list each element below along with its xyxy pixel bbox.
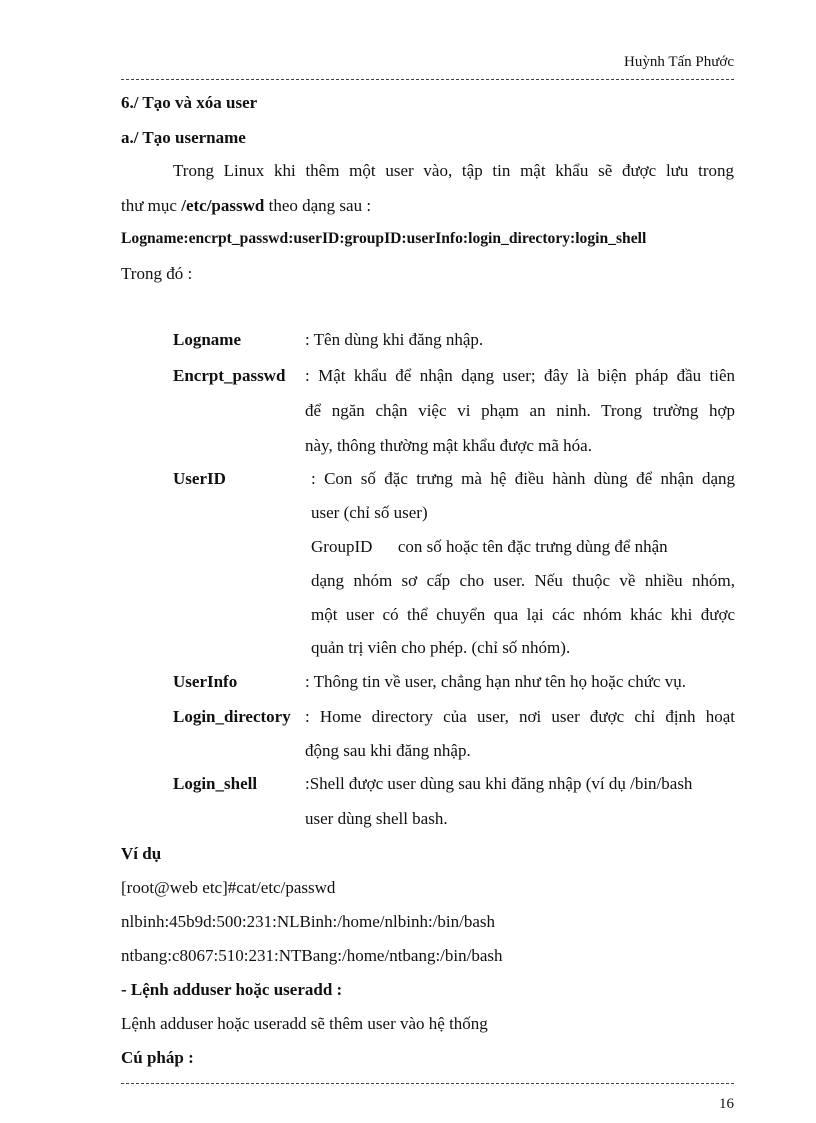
syntax-label: Cú pháp : — [121, 1048, 194, 1067]
heading-section-6: 6./ Tạo và xóa user — [121, 93, 258, 112]
term-login-directory: Login_directory — [173, 707, 291, 726]
example-line-1: [root@web etc]#cat/etc/passwd — [121, 878, 336, 897]
def-userid-line-4: dạng nhóm sơ cấp cho user. Nếu thuộc về nhiều nhóm, — [311, 571, 735, 590]
def-logname-line-1: : Tên dùng khi đăng nhập. — [305, 330, 484, 349]
def-loginshell-line-2: user dùng shell bash. — [305, 809, 448, 828]
example-line-3: ntbang:c8067:510:231:NTBang:/home/ntbang:/bin/bash — [121, 946, 503, 965]
def-userid-line-6: quản trị viên cho phép. (chỉ số nhóm). — [311, 638, 571, 657]
term-userid: UserID — [173, 469, 226, 488]
adduser-desc: Lệnh adduser hoặc useradd sẽ thêm user vào hệ thống — [121, 1014, 488, 1033]
def-encrpt-line-3: này, thông thường mật khẩu được mã hóa. — [305, 436, 592, 455]
def-encrpt-line-1: : Mật khẩu để nhận dạng user; đây là biện pháp đầu tiên — [305, 366, 735, 385]
def-userid-line-1: : Con số đặc trưng mà hệ điều hành dùng để nhận dạng — [311, 469, 735, 488]
adduser-title: - Lệnh adduser hoặc useradd : — [121, 980, 343, 999]
heading-create-username: a./ Tạo username — [121, 128, 246, 147]
def-userinfo-line-1: : Thông tin về user, chẳng hạn như tên họ hoặc chức vụ. — [305, 672, 686, 691]
example-title: Ví dụ — [121, 844, 162, 863]
passwd-format-line: Logname:encrpt_passwd:userID:groupID:userInfo:login_directory:login_shell — [121, 230, 647, 247]
def-logindir-line-1: : Home directory của user, nơi user được chỉ định hoạt — [305, 707, 735, 726]
def-loginshell-line-1: :Shell được user dùng sau khi đăng nhập (ví dụ /bin/bash — [305, 774, 693, 793]
footer-divider — [121, 1083, 734, 1084]
def-userid-line-5: một user có thể chuyển qua lại các nhóm khác khi được — [311, 605, 735, 624]
intro-line-1: Trong Linux khi thêm một user vào, tập tin mật khẩu sẽ được lưu trong — [173, 161, 734, 180]
intro-line-2: thư mục /etc/passwd theo dạng sau : — [121, 196, 372, 215]
term-logname: Logname — [173, 330, 241, 349]
header-divider — [121, 79, 734, 80]
term-encrpt-passwd: Encrpt_passwd — [173, 366, 286, 385]
def-userid-line-3: GroupID con số hoặc tên đặc trưng dùng để nhận — [311, 537, 668, 556]
term-login-shell: Login_shell — [173, 774, 258, 793]
def-userid-line-2: user (chỉ số user) — [311, 503, 428, 522]
example-line-2: nlbinh:45b9d:500:231:NLBinh:/home/nlbinh:/bin/bash — [121, 912, 495, 931]
page-number: 16 — [719, 1096, 734, 1112]
header-author: Huỳnh Tấn Phước — [624, 54, 734, 70]
where-label: Trong đó : — [121, 264, 193, 283]
term-userinfo: UserInfo — [173, 672, 238, 691]
def-logindir-line-2: động sau khi đăng nhập. — [305, 741, 471, 760]
def-encrpt-line-2: để ngăn chận việc vi phạm an ninh. Trong trường hợp — [305, 401, 735, 420]
